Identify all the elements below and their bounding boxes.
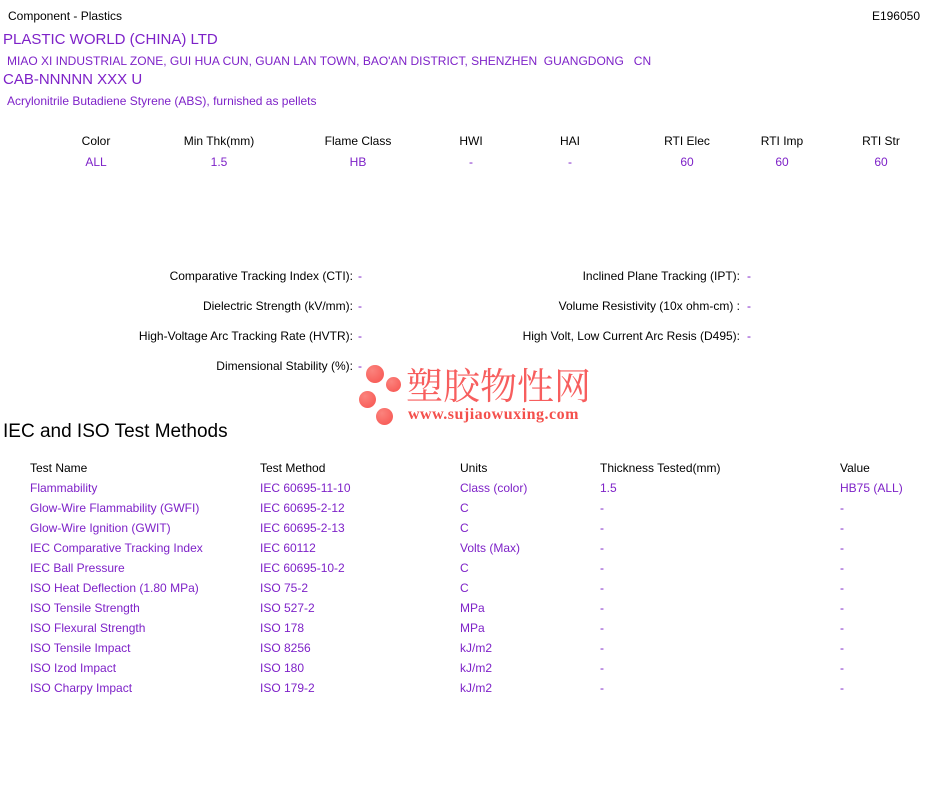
cell-test-name: ISO Charpy Impact xyxy=(30,681,133,695)
doc-type-label: Component - Plastics xyxy=(8,9,123,23)
watermark-site-name: 塑胶物性网 xyxy=(406,366,591,407)
cell-test-name: ISO Izod Impact xyxy=(30,661,117,675)
property-value: - xyxy=(747,329,751,343)
cell-value: - xyxy=(840,601,844,615)
column-header-value: Value xyxy=(840,461,870,475)
cell-test-method: ISO 8256 xyxy=(260,641,311,655)
cell-thickness: - xyxy=(600,521,604,535)
cell-test-name: Glow-Wire Ignition (GWIT) xyxy=(30,521,171,535)
cell-test-method: IEC 60695-10-2 xyxy=(260,561,345,575)
ratings-value-rti-str: 60 xyxy=(874,155,888,169)
cell-thickness: - xyxy=(600,601,604,615)
cell-thickness: - xyxy=(600,661,604,675)
property-row xyxy=(0,269,950,285)
cell-test-method: ISO 179-2 xyxy=(260,681,315,695)
cell-value: - xyxy=(840,681,844,695)
cell-units: C xyxy=(460,581,469,595)
cell-units: MPa xyxy=(460,601,485,615)
property-label: High Volt, Low Current Arc Resis (D495): xyxy=(522,329,740,343)
logo-dot-icon xyxy=(386,377,401,392)
cell-units: kJ/m2 xyxy=(460,661,493,675)
property-label: Comparative Tracking Index (CTI): xyxy=(169,269,353,283)
cell-units: C xyxy=(460,561,469,575)
property-value: - xyxy=(358,269,362,283)
cell-units: Volts (Max) xyxy=(460,541,521,555)
property-label: High-Voltage Arc Tracking Rate (HVTR): xyxy=(138,329,353,343)
cell-test-name: ISO Heat Deflection (1.80 MPa) xyxy=(30,581,199,595)
company-address: MIAO XI INDUSTRIAL ZONE, GUI HUA CUN, GUAN LAN TOWN, BAO'AN DISTRICT, SHENZHEN GUANGDONG CN xyxy=(7,54,652,68)
cell-value: - xyxy=(840,641,844,655)
cell-test-name: Glow-Wire Flammability (GWFI) xyxy=(30,501,200,515)
cell-value: - xyxy=(840,501,844,515)
logo-dot-icon xyxy=(376,408,393,425)
ratings-header-rti-elec: RTI Elec xyxy=(664,134,710,148)
property-label: Inclined Plane Tracking (IPT): xyxy=(582,269,740,283)
cell-test-method: ISO 180 xyxy=(260,661,305,675)
cell-thickness: - xyxy=(600,681,604,695)
cell-thickness: - xyxy=(600,641,604,655)
cell-thickness: - xyxy=(600,541,604,555)
cell-thickness: - xyxy=(600,621,604,635)
cell-test-name: ISO Flexural Strength xyxy=(30,621,146,635)
property-label: Dielectric Strength (kV/mm): xyxy=(202,299,353,313)
property-label: Volume Resistivity (10x ohm-cm) : xyxy=(558,299,740,313)
material-description: Acrylonitrile Butadiene Styrene (ABS), furnished as pellets xyxy=(7,94,317,108)
property-row xyxy=(0,329,950,345)
ratings-value-color: ALL xyxy=(85,155,107,169)
cell-units: kJ/m2 xyxy=(460,681,493,695)
cell-test-method: IEC 60695-2-13 xyxy=(260,521,345,535)
ratings-header-rti-str: RTI Str xyxy=(862,134,900,148)
cell-test-name: ISO Tensile Strength xyxy=(30,601,140,615)
model-designation: CAB-NNNNN XXX U xyxy=(3,71,143,88)
cell-test-method: IEC 60695-11-10 xyxy=(260,481,351,495)
column-header-thickness: Thickness Tested(mm) xyxy=(600,461,721,475)
cell-value: - xyxy=(840,581,844,595)
cell-test-method: ISO 527-2 xyxy=(260,601,315,615)
ul-file-number: E196050 xyxy=(871,9,920,23)
ratings-header-flame-class: Flame Class xyxy=(324,134,392,148)
column-header-test-name: Test Name xyxy=(30,461,88,475)
cell-thickness: - xyxy=(600,501,604,515)
property-value: - xyxy=(358,299,362,313)
property-label: Dimensional Stability (%): xyxy=(216,359,353,373)
cell-test-method: ISO 178 xyxy=(260,621,305,635)
column-header-test-method: Test Method xyxy=(260,461,326,475)
cell-test-method: ISO 75-2 xyxy=(260,581,309,595)
property-value: - xyxy=(747,299,751,313)
cell-value: - xyxy=(840,541,844,555)
cell-thickness: 1.5 xyxy=(600,481,617,495)
section-title-test-methods: IEC and ISO Test Methods xyxy=(3,421,228,442)
ratings-value-min-thk: 1.5 xyxy=(210,155,228,169)
cell-value: HB75 (ALL) xyxy=(840,481,903,495)
cell-units: MPa xyxy=(460,621,485,635)
cell-value: - xyxy=(840,661,844,675)
cell-test-name: IEC Ball Pressure xyxy=(30,561,125,575)
property-value: - xyxy=(358,359,362,373)
cell-value: - xyxy=(840,561,844,575)
property-value: - xyxy=(747,269,751,283)
ratings-header-color: Color xyxy=(81,134,111,148)
cell-test-name: IEC Comparative Tracking Index xyxy=(30,541,203,555)
logo-dot-icon xyxy=(359,391,376,408)
page-header xyxy=(8,9,920,23)
column-header-units: Units xyxy=(460,461,488,475)
cell-units: C xyxy=(460,521,469,535)
ratings-value-hai: - xyxy=(568,155,572,169)
cell-test-name: Flammability xyxy=(30,481,98,495)
cell-units: Class (color) xyxy=(460,481,528,495)
ratings-value-hwi: - xyxy=(469,155,473,169)
cell-thickness: - xyxy=(600,561,604,575)
ratings-header-rti-imp: RTI Imp xyxy=(760,134,804,148)
cell-test-method: IEC 60695-2-12 xyxy=(260,501,345,515)
ratings-value-rti-elec: 60 xyxy=(680,155,694,169)
watermark-site-url: www.sujiaowuxing.com xyxy=(408,406,579,423)
test-methods-table xyxy=(30,458,942,698)
property-row xyxy=(0,299,950,315)
ratings-header-min-thk: Min Thk(mm) xyxy=(183,134,255,148)
logo-dot-icon xyxy=(366,365,384,383)
property-value: - xyxy=(358,329,362,343)
cell-test-method: IEC 60112 xyxy=(260,541,316,555)
company-name: PLASTIC WORLD (CHINA) LTD xyxy=(3,31,218,48)
cell-thickness: - xyxy=(600,581,604,595)
ratings-value-rti-imp: 60 xyxy=(775,155,789,169)
ratings-table xyxy=(0,134,950,174)
cell-value: - xyxy=(840,521,844,535)
cell-test-name: ISO Tensile Impact xyxy=(30,641,131,655)
ratings-value-flame-class: HB xyxy=(349,155,367,169)
cell-units: kJ/m2 xyxy=(460,641,493,655)
ratings-header-hwi: HWI xyxy=(459,134,483,148)
cell-value: - xyxy=(840,621,844,635)
cell-units: C xyxy=(460,501,469,515)
ratings-header-hai: HAI xyxy=(559,134,580,148)
